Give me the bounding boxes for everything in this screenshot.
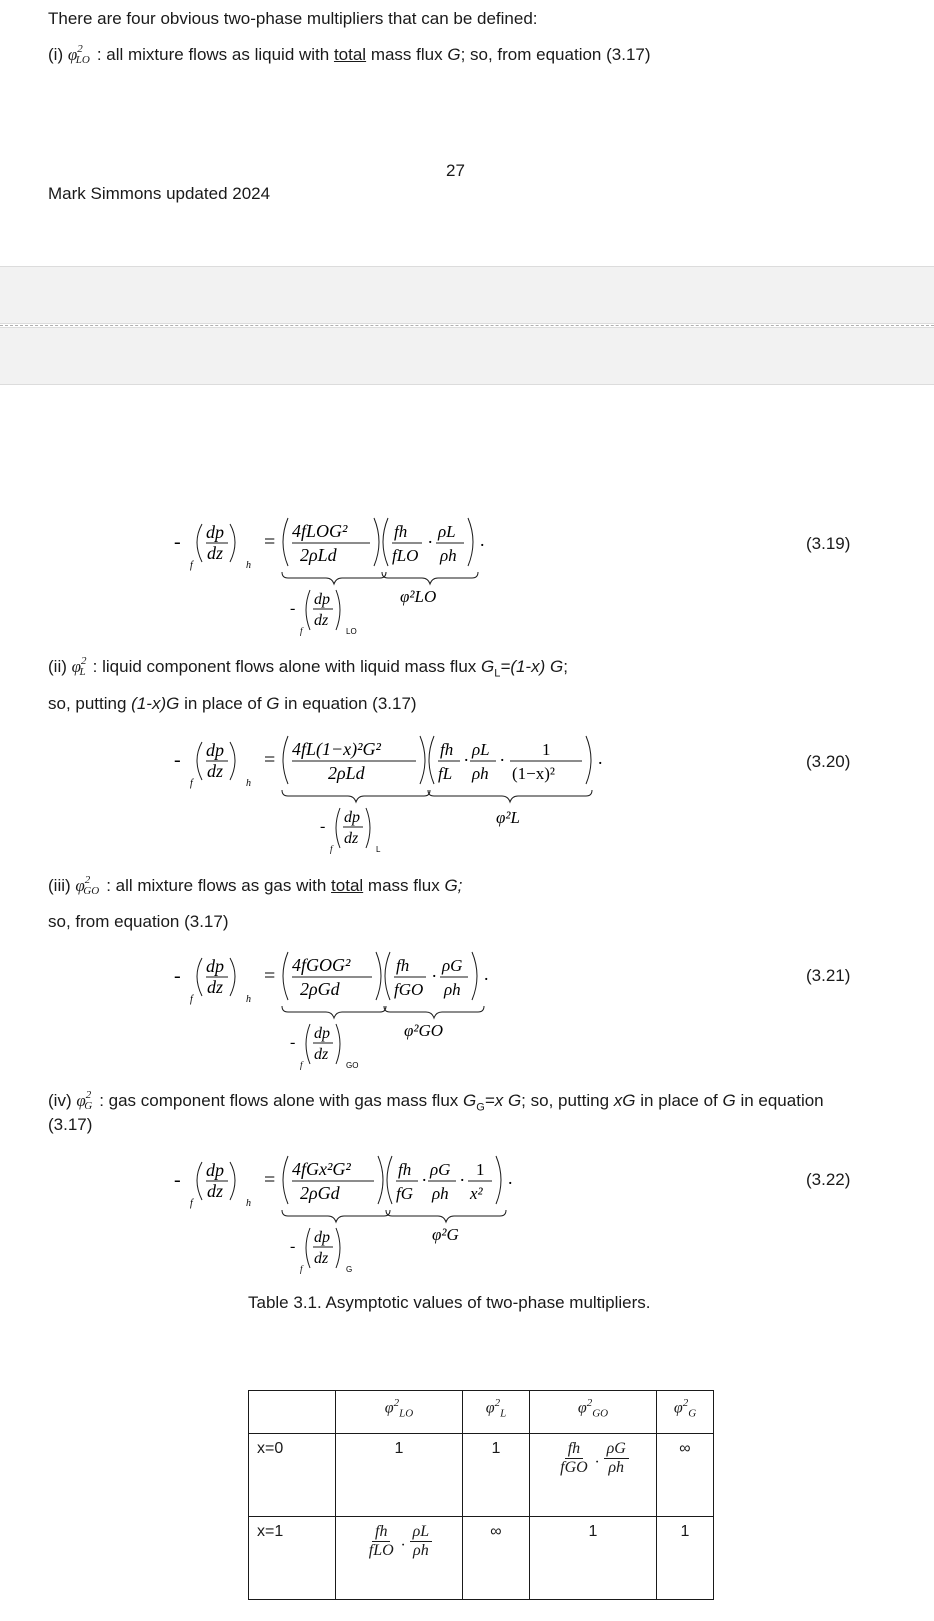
svg-text:-: - [290,600,296,617]
table-cell: ∞ [657,1434,714,1517]
table-header-phi-go: $\varphi^2_{GO}$ [530,1391,657,1434]
table-header-phi-l: $\varphi^2_L$ [463,1391,530,1434]
svg-text:.: . [464,745,469,765]
svg-text:=: = [264,749,276,771]
svg-text:.: . [484,964,489,984]
svg-text:f: f [300,626,303,636]
svg-text:fh: fh [398,1160,412,1179]
svg-text:f: f [330,844,333,854]
equation-3-21 [170,944,640,1079]
table-cell: 1 [657,1517,714,1600]
svg-text:GO: GO [346,1061,359,1070]
svg-text:1: 1 [542,740,551,759]
item-3: (iii) $\varphi^2GO$ : all mixture flows as gas with total mass flux G; [48,874,463,897]
svg-text:ρh: ρh [472,764,489,783]
svg-text:2ρGd: 2ρGd [300,979,340,999]
svg-text:4fGx²G²: 4fGx²G² [292,1159,351,1179]
svg-text:-: - [290,1238,296,1255]
svg-text:dz: dz [207,1181,224,1201]
eq-r2-num: ρL [438,522,456,541]
eq-sub-f: f [190,560,193,571]
svg-text:dp: dp [344,809,360,826]
svg-text:dp: dp [314,1025,330,1042]
svg-text:φ²G: φ²G [432,1225,459,1244]
table-cell-fraction: $\frac{fh}{\text{fGO}}$ . $\frac{\rho G}{\rho h}$ [530,1434,657,1517]
svg-text:fh: fh [396,956,410,975]
table-header-phi-lo: $\varphi^2_{LO}$ [336,1391,463,1434]
svg-text:.: . [508,1168,513,1188]
svg-text:G: G [346,1265,353,1274]
svg-text:.: . [500,745,505,765]
svg-text:-: - [174,965,181,987]
page-footer: Mark Simmons updated 2024 [48,184,271,203]
svg-text:φ²L: φ²L [496,808,520,827]
eq-dp: dp [206,522,224,542]
svg-text:dz: dz [314,1046,329,1063]
svg-text:dz: dz [207,761,224,781]
eq-under-right: φ²LO [400,587,437,606]
table-cell: 1 [336,1434,463,1517]
equation-number-3-19: (3.19) [806,534,851,553]
svg-text:dz: dz [207,977,224,997]
svg-text:dp: dp [314,591,330,608]
equation-3-19-graphic [170,510,640,640]
eq-dz: dz [207,543,224,563]
svg-text:ρG: ρG [430,1160,451,1179]
equation-number-3-22: (3.22) [806,1170,851,1189]
equation-3-22 [170,1148,640,1283]
svg-text:=: = [264,1169,276,1191]
equation-3-19 [170,510,640,640]
page-gap-top [0,266,934,324]
svg-text:dp: dp [206,740,224,760]
svg-text:f: f [300,1060,303,1070]
svg-text:dp: dp [314,1229,330,1246]
svg-text:x²: x² [470,1184,483,1203]
svg-text:LO: LO [346,627,357,636]
svg-text:fGO: fGO [394,980,424,999]
svg-text:dz: dz [344,830,359,847]
svg-text:fh: fh [440,740,454,759]
eq-equals: = [264,531,276,553]
eq-r1-den: fLO [392,546,419,565]
item-2-line2: so, putting (1-x)G in place of G in equation (3.17) [48,694,417,713]
svg-text:dp: dp [206,956,224,976]
equation-3-21-graphic [170,944,640,1079]
asymptotic-table-grid [248,1390,714,1600]
table-header-empty [249,1391,336,1434]
table-cell-label: x=0 [249,1434,336,1517]
svg-text:fG: fG [396,1184,413,1203]
table-cell: 1 [530,1517,657,1600]
svg-text:φ²GO: φ²GO [404,1021,444,1040]
page-gap-bottom [0,327,934,385]
asymptotic-table [248,1390,714,1600]
svg-text:dz: dz [314,1250,329,1267]
equation-number-3-20: (3.20) [806,752,851,771]
table-cell-label: x=1 [249,1517,336,1600]
eq-dot: . [428,527,433,547]
table-cell-fraction: $\frac{fh}{\text{fLO}}$ . $\frac{\rho L}{\rho h}$ [336,1517,463,1600]
svg-text:h: h [246,994,251,1005]
eq-paren-left [197,524,202,562]
svg-text:-: - [290,1034,296,1051]
svg-text:ρh: ρh [444,980,461,999]
svg-text:dz: dz [314,612,329,629]
svg-text:-: - [320,818,326,835]
eq-minus: - [174,531,181,553]
eq-sub-h: h [246,560,251,571]
underbrace-left [282,572,386,584]
svg-text:1: 1 [476,1160,485,1179]
item-2: (ii) $\varphi^2L$ : liquid component flows alone with liquid mass flux $G_L=(1-x)$ G; [48,655,568,680]
svg-text:dp: dp [206,1160,224,1180]
svg-text:4fGOG²: 4fGOG² [292,955,351,975]
svg-text:-: - [174,1169,181,1191]
table-caption: Table 3.1. Asymptotic values of two-phase multipliers. [248,1293,651,1312]
svg-text:ρh: ρh [432,1184,449,1203]
table-header-phi-g: $\varphi^2_G$ [657,1391,714,1434]
eq-r2-den: ρh [440,546,457,565]
item-3-line2: so, from equation (3.17) [48,912,229,931]
table-cell: 1 [463,1434,530,1517]
svg-text:fL: fL [438,764,453,783]
svg-text:ρL: ρL [472,740,490,759]
svg-text:.: . [432,961,437,981]
table-header-row [249,1391,714,1434]
equation-3-22-graphic [170,1148,640,1283]
table-row [249,1434,714,1517]
svg-text:2ρGd: 2ρGd [300,1183,340,1203]
table-row [249,1517,714,1600]
svg-text:ρG: ρG [442,956,463,975]
svg-text:(1−x)²: (1−x)² [512,764,556,783]
svg-text:.: . [460,1165,465,1185]
svg-text:4fL(1−x)²G²: 4fL(1−x)²G² [292,739,381,759]
item-1: (i) $\varphi^2LO$ : all mixture flows as liquid with total mass flux G; so, from equation (3.17) [48,43,651,66]
svg-text:h: h [246,1198,251,1209]
svg-text:h: h [246,778,251,789]
svg-text:f: f [300,1264,303,1274]
svg-text:=: = [264,965,276,987]
page-divider [0,325,934,326]
svg-text:.: . [422,1165,427,1185]
svg-text:f: f [190,1198,193,1209]
intro-line: There are four obvious two-phase multipliers that can be defined: [48,9,538,28]
svg-text:f: f [190,994,193,1005]
equation-3-20 [170,728,640,863]
page-number: 27 [446,161,465,180]
table-cell: ∞ [463,1517,530,1600]
equation-3-20-graphic [170,728,640,863]
eq-r1-num: fh [394,522,408,541]
svg-text:L: L [376,845,381,854]
eq-lhs-num: 4fLOG² [292,521,348,541]
svg-text:f: f [190,778,193,789]
equation-number-3-21: (3.21) [806,966,851,985]
item-4-line2: (3.17) [48,1115,93,1134]
svg-text:.: . [598,748,603,768]
svg-text:.: . [480,530,485,550]
item-4: (iv) $\varphi^2G$ : gas component flows alone with gas mass flux $G_G=x$ G; so, putting xG in place of G in equation [48,1089,824,1114]
eq-lhs-den: 2ρLd [300,545,337,565]
underbrace-right [382,572,478,584]
svg-text:2ρLd: 2ρLd [328,763,365,783]
svg-text:-: - [174,749,181,771]
